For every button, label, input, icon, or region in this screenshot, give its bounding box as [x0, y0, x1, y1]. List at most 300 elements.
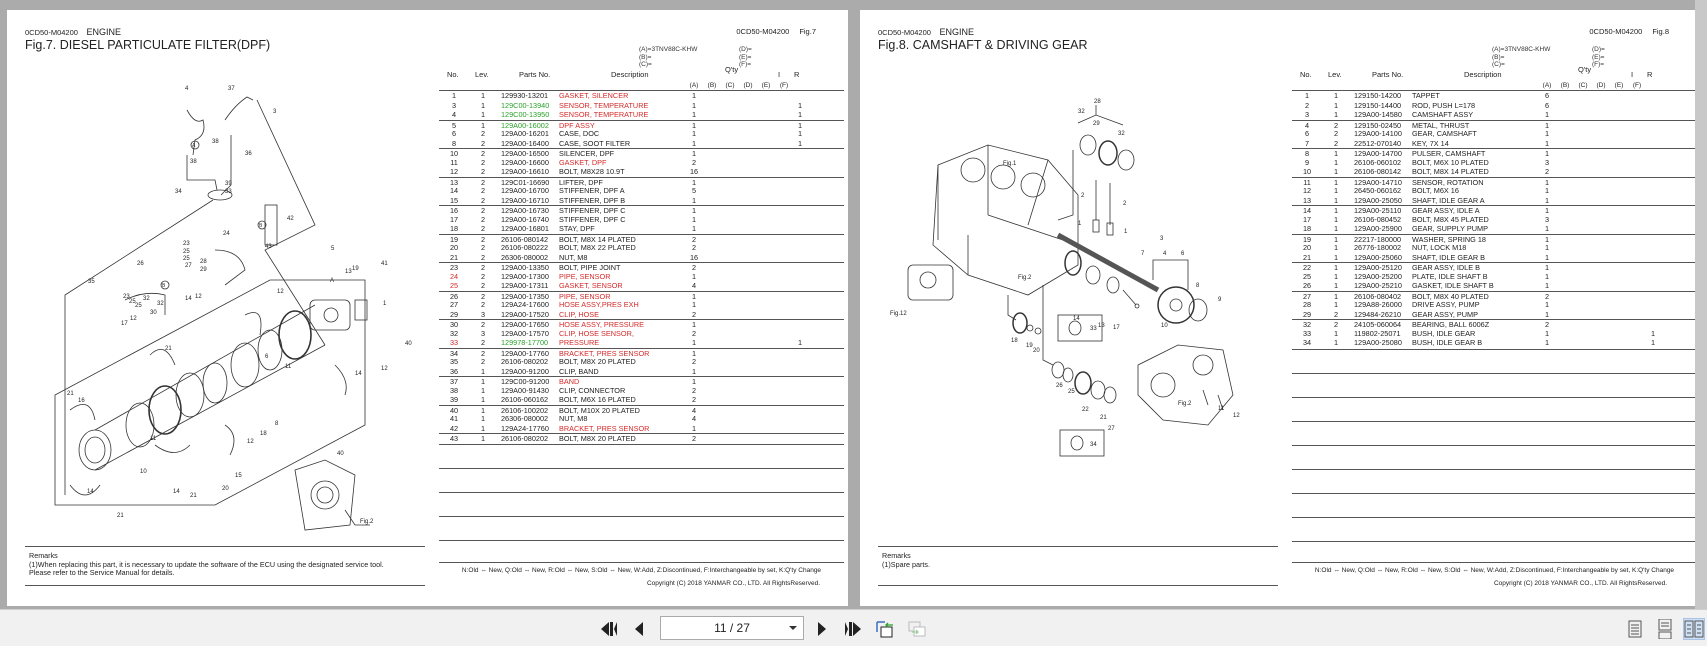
part-number: 26106-060162 [501, 395, 549, 404]
svg-text:20: 20 [222, 486, 229, 492]
legend: N:Old ⇔ New, Q:Old ⇔ New, R:Old ⇔ New, S:Old ⇔ New, W:Add, Z:Discontinued, F:Interchangeable by set, K:Q'ty Change [1292, 562, 1697, 574]
model-list-def [1592, 46, 1605, 69]
part-description: PIPE, SENSOR [559, 271, 611, 281]
part-description: SHAFT, IDLE GEAR B [1412, 252, 1485, 262]
doc-code: 0CD50-M04200 [1589, 27, 1643, 36]
part-ref-number: 2 [1304, 100, 1310, 110]
svg-text:18: 18 [1011, 338, 1018, 344]
part-number: 129A00-25210 [1354, 281, 1402, 290]
section-name: ENGINE [86, 27, 121, 37]
svg-text:25: 25 [183, 256, 190, 262]
part-description: GEAR, SUPPLY PUMP [1412, 224, 1488, 233]
svg-text:24: 24 [223, 231, 230, 237]
part-level: 2 [1333, 138, 1339, 148]
empty-table-lines [439, 444, 844, 541]
single-page-view-button[interactable] [1624, 618, 1646, 640]
part-description: BRACKET, PRES SENSOR [559, 348, 650, 358]
part-ref-number: 41 [449, 414, 459, 423]
part-description: BRACKET, PRES SENSOR [559, 423, 650, 433]
qty-a: 1 [691, 214, 697, 224]
qty-a: 1 [691, 377, 697, 386]
svg-text:4: 4 [1163, 251, 1167, 257]
qty-a: 1 [691, 206, 697, 215]
part-number: 129C01-16690 [501, 177, 550, 187]
part-number: 26106-080222 [501, 243, 549, 252]
part-level: 2 [480, 300, 486, 309]
svg-text:21: 21 [117, 513, 124, 519]
qty-a: 2 [691, 157, 697, 167]
part-number: 26106-080452 [1354, 214, 1402, 224]
part-description: CLIP, CONNECTOR [559, 385, 626, 395]
r-flag: 1 [797, 338, 803, 347]
part-number: 129A00-25900 [1354, 224, 1402, 233]
page-header [878, 27, 974, 37]
part-level: 1 [1333, 243, 1339, 252]
svg-text:40: 40 [337, 451, 344, 457]
part-description: TAPPET [1412, 91, 1440, 100]
svg-text:12: 12 [1233, 413, 1240, 419]
table-row [439, 291, 844, 301]
part-description: CASE, SOOT FILTER [559, 138, 631, 148]
svg-text:21: 21 [190, 493, 197, 499]
part-number: 129A00-13350 [501, 263, 549, 272]
qty-col-c: (C) [725, 82, 735, 89]
part-description: BOLT, M8X 40 PLATED [1412, 291, 1489, 301]
part-level: 1 [1333, 195, 1339, 205]
table-row [1292, 319, 1697, 329]
part-level: 2 [480, 138, 486, 148]
qty-a: 1 [1544, 271, 1550, 281]
dpf-exploded-diagram [25, 65, 435, 545]
part-ref-number: 17 [449, 214, 459, 224]
svg-text:34: 34 [175, 189, 182, 195]
page-fig7 [7, 10, 848, 606]
part-number: 26106-080142 [501, 234, 549, 244]
table-row [1292, 148, 1697, 158]
table-row [439, 224, 844, 234]
table-row [439, 348, 844, 358]
part-level: 1 [1333, 263, 1339, 272]
qty-a: 2 [691, 357, 697, 366]
r-flag: 1 [797, 110, 803, 119]
part-level: 1 [480, 100, 486, 110]
part-number: 129C00-13940 [501, 100, 550, 110]
svg-text:3: 3 [273, 109, 277, 115]
part-number: 26106-060102 [1354, 157, 1402, 167]
qty-col-a: (A) [1542, 82, 1552, 89]
svg-text:10: 10 [140, 469, 147, 475]
part-number: 129A00-25110 [1354, 206, 1402, 215]
svg-text:19: 19 [352, 266, 359, 272]
svg-text:12: 12 [247, 439, 254, 445]
part-level: 1 [480, 120, 486, 130]
part-number: 129A00-25050 [1354, 195, 1402, 205]
part-level: 2 [480, 149, 486, 158]
vertical-scrollbar[interactable] [1695, 0, 1707, 609]
part-ref-number: 42 [449, 423, 459, 433]
qty-col-f: (F) [779, 82, 789, 89]
part-level: 3 [480, 328, 486, 338]
part-level: 1 [1333, 206, 1339, 215]
svg-text:6: 6 [265, 354, 269, 360]
last-page-button[interactable] [842, 618, 864, 640]
qty-a: 1 [1544, 195, 1550, 205]
svg-text:43: 43 [265, 244, 272, 250]
part-number: 129978-17700 [501, 338, 549, 347]
part-level: 1 [480, 405, 486, 415]
qty-a: 1 [691, 271, 697, 281]
svg-text:34: 34 [1090, 442, 1097, 448]
part-ref-number: 27 [449, 300, 459, 309]
qty-a: 2 [1544, 291, 1550, 301]
qty-a: 1 [1544, 206, 1550, 215]
part-ref-number: 1 [451, 91, 457, 100]
svg-text:41: 41 [381, 261, 388, 267]
part-ref-number: 33 [449, 338, 459, 347]
qty-a: 1 [691, 149, 697, 158]
part-number: 129A00-16002 [501, 120, 549, 130]
part-level: 1 [1333, 224, 1339, 233]
part-level: 1 [1333, 234, 1339, 244]
svg-text:14: 14 [87, 489, 94, 495]
svg-text:38: 38 [212, 139, 219, 145]
model-c: (C)= [639, 61, 652, 68]
part-number: 129A00-17570 [501, 328, 549, 338]
part-ref-number: 26 [449, 291, 459, 301]
qty-subheader [685, 82, 793, 89]
r-flag: 1 [797, 100, 803, 110]
part-level: 2 [1333, 129, 1339, 138]
col-description: Description [1464, 70, 1502, 79]
part-number: 129A24-17760 [501, 423, 549, 433]
part-ref-number: 28 [1302, 300, 1312, 309]
part-description: CLIP, HOSE SENSOR, [559, 328, 634, 338]
part-level: 2 [480, 281, 486, 290]
model-b: (B)= [639, 53, 652, 61]
table-row [1292, 120, 1697, 130]
part-level: 2 [480, 224, 486, 233]
r-flag: 1 [797, 138, 803, 148]
part-level: 1 [1333, 186, 1339, 195]
part-description: KEY, 7X 14 [1412, 138, 1449, 148]
part-level: 2 [480, 320, 486, 329]
model-list-def [739, 46, 752, 69]
part-number: 26106-080202 [501, 434, 549, 443]
table-row [1292, 110, 1697, 120]
part-level: 2 [480, 291, 486, 301]
part-level: 1 [1333, 177, 1339, 187]
skip-first-icon [600, 621, 618, 637]
table-row [439, 338, 844, 348]
qty-a: 16 [689, 167, 699, 176]
table-row [1292, 310, 1697, 320]
qty-col-f: (F) [1632, 82, 1642, 89]
two-page-icon [1684, 620, 1704, 638]
svg-text:29: 29 [1093, 121, 1100, 127]
part-number: 129A00-14100 [1354, 129, 1402, 138]
part-level: 2 [1333, 120, 1339, 130]
table-row [439, 357, 844, 367]
part-number: 26106-080402 [1354, 291, 1402, 301]
qty-a: 2 [691, 234, 697, 244]
part-ref-number: 25 [449, 281, 459, 290]
svg-text:Fig.2: Fig.2 [1018, 275, 1032, 281]
qty-a: 2 [691, 434, 697, 443]
part-level: 1 [1333, 300, 1339, 309]
r-flag: 1 [797, 129, 803, 138]
qty-a: 1 [691, 195, 697, 205]
table-row [1292, 272, 1697, 282]
table-row [439, 367, 844, 377]
model-c: (C)= [1492, 61, 1505, 68]
table-row [1292, 196, 1697, 206]
part-number: 129A24-17600 [501, 300, 549, 309]
qty-a: 2 [691, 243, 697, 252]
qty-a: 1 [1544, 186, 1550, 195]
svg-text:A: A [330, 278, 335, 284]
svg-text:32: 32 [1118, 131, 1125, 137]
qty-col-d: (D) [743, 82, 753, 89]
table-row [439, 110, 844, 120]
svg-text:2: 2 [1123, 201, 1127, 207]
part-ref-number: 1 [1304, 91, 1310, 100]
camshaft-exploded-diagram [878, 65, 1288, 545]
part-description: SILENCER, DPF [559, 149, 615, 158]
part-level: 3 [480, 309, 486, 319]
part-number: 129A00-25080 [1354, 338, 1402, 347]
part-description: CLIP, HOSE [559, 309, 600, 319]
triangle-left-icon [633, 621, 645, 637]
svg-text:B: B [162, 283, 166, 289]
part-level: 1 [1333, 281, 1339, 290]
part-ref-number: 20 [1302, 243, 1312, 252]
part-ref-number: 13 [1302, 195, 1312, 205]
remarks-title: Remarks [29, 551, 58, 560]
doc-code: 0CD50-M04200 [25, 28, 78, 37]
part-number: 26106-080202 [501, 357, 549, 366]
part-level: 2 [480, 206, 486, 215]
part-level: 1 [1333, 149, 1339, 158]
part-level: 1 [1333, 271, 1339, 281]
table-row [439, 424, 844, 434]
part-level: 2 [480, 338, 486, 347]
svg-text:25: 25 [135, 303, 142, 309]
table-row [439, 186, 844, 196]
table-row [1292, 253, 1697, 263]
qty-a: 2 [691, 385, 697, 395]
legend: N:Old ⇔ New, Q:Old ⇔ New, R:Old ⇔ New, S:Old ⇔ New, W:Add, Z:Discontinued, F:Interchangeable by set, K:Q'ty Change [439, 562, 844, 574]
previous-view-icon [875, 620, 895, 638]
table-row [439, 405, 844, 415]
part-level: 1 [1333, 167, 1339, 176]
table-row [1292, 167, 1697, 177]
svg-text:28: 28 [200, 259, 207, 265]
part-level: 1 [480, 395, 486, 404]
fig-ref: Fig.7 [799, 27, 816, 36]
pdf-navigation-toolbar [0, 609, 1707, 646]
part-level: 1 [480, 385, 486, 395]
part-number: 129A00-17311 [501, 281, 549, 290]
part-level: 1 [480, 414, 486, 423]
table-row [439, 129, 844, 139]
qty-a: 1 [691, 129, 697, 138]
part-description: BOLT, M8X28 10.9T [559, 167, 625, 176]
part-description: BAND [559, 377, 580, 386]
part-description: GEAR ASSY, PUMP [1412, 309, 1478, 319]
table-row [439, 300, 844, 310]
part-number: 129A00-16400 [501, 138, 549, 148]
triangle-right-icon [816, 621, 828, 637]
doc-code: 0CD50-M04200 [736, 27, 790, 36]
part-level: 2 [480, 357, 486, 366]
part-number: 129A00-16500 [501, 149, 549, 158]
qty-a: 1 [1544, 328, 1550, 338]
page-header [25, 27, 121, 37]
col-i: I [1631, 70, 1634, 79]
remarks-box [25, 546, 425, 586]
model-d: (D)= [739, 46, 752, 53]
part-level: 1 [1333, 214, 1339, 224]
part-level: 2 [480, 195, 486, 205]
next-view-button[interactable] [906, 618, 928, 640]
table-row [1292, 101, 1697, 111]
qty-a: 6 [1544, 100, 1550, 110]
table-row [1292, 139, 1697, 149]
qty-a: 1 [1544, 234, 1550, 244]
part-description: BOLT, M8X 14 PLATED [1412, 167, 1489, 176]
model-e: (E)= [739, 53, 752, 61]
table-row [439, 177, 844, 187]
part-description: PULSER, CAMSHAFT [1412, 149, 1486, 158]
table-row [1292, 186, 1697, 196]
chevron-down-icon [789, 626, 797, 630]
qty-a: 1 [1544, 263, 1550, 272]
part-number: 129C00-13950 [501, 110, 550, 119]
col-no: No. [447, 70, 459, 79]
svg-text:1: 1 [1078, 221, 1082, 227]
table-row [1292, 329, 1697, 339]
table-row [439, 148, 844, 158]
part-level: 1 [1333, 291, 1339, 301]
table-row [439, 158, 844, 168]
previous-page-button[interactable] [628, 618, 650, 640]
svg-text:14: 14 [1073, 316, 1080, 322]
svg-text:8: 8 [1196, 283, 1200, 289]
part-number: 26306-080002 [501, 414, 549, 423]
part-number: 129A00-16201 [501, 129, 549, 138]
part-ref-number: 3 [1304, 110, 1310, 119]
svg-text:1: 1 [383, 301, 387, 307]
svg-text:32: 32 [157, 301, 164, 307]
part-number: 129A00-17650 [501, 320, 549, 329]
part-level: 2 [1333, 320, 1339, 329]
qty-a: 4 [691, 405, 697, 415]
table-row [439, 319, 844, 329]
part-description: CLIP, BAND [559, 366, 599, 376]
continuous-view-button[interactable] [1654, 618, 1676, 640]
page-number-value: 11 / 27 [714, 621, 750, 635]
part-ref-number: 34 [449, 348, 459, 358]
svg-text:27: 27 [185, 263, 192, 269]
table-row [439, 91, 844, 101]
two-page-view-button[interactable] [1683, 618, 1705, 640]
part-level: 2 [480, 177, 486, 187]
qty-a: 1 [691, 423, 697, 433]
part-number: 129A00-16730 [501, 206, 549, 215]
part-ref-number: 34 [1302, 338, 1312, 347]
part-ref-number: 24 [449, 271, 459, 281]
part-description: BOLT, M8X 20 PLATED [559, 434, 636, 443]
svg-text:14: 14 [355, 371, 362, 377]
part-ref-number: 8 [1304, 149, 1310, 158]
svg-text:7: 7 [1141, 251, 1145, 257]
part-description: LIFTER, DPF [559, 177, 603, 187]
part-level: 1 [480, 366, 486, 376]
skip-last-icon [844, 621, 862, 637]
part-level: 1 [1333, 100, 1339, 110]
qty-a: 3 [1544, 157, 1550, 167]
part-ref-number: 10 [1302, 167, 1312, 176]
part-ref-number: 11 [450, 157, 458, 167]
table-row [1292, 177, 1697, 187]
part-description: BOLT, M10X 20 PLATED [559, 405, 640, 415]
svg-text:13: 13 [345, 269, 352, 275]
part-ref-number: 7 [1304, 138, 1310, 148]
part-description: BOLT, M8X 22 PLATED [559, 243, 636, 252]
svg-text:21: 21 [165, 346, 172, 352]
svg-text:16: 16 [78, 398, 85, 404]
part-description: CAMSHAFT ASSY [1412, 110, 1474, 119]
part-ref-number: 12 [1302, 186, 1312, 195]
previous-view-button[interactable] [874, 618, 896, 640]
part-ref-number: 6 [451, 129, 457, 138]
model-list-abc [639, 46, 697, 69]
qty-a: 1 [691, 366, 697, 376]
col-i: I [778, 70, 781, 79]
next-view-icon [907, 620, 927, 638]
svg-text:3: 3 [1160, 236, 1164, 242]
model-d: (D)= [1592, 46, 1605, 53]
part-ref-number: 12 [449, 167, 459, 176]
part-number: 129A00-16801 [501, 224, 549, 233]
qty-col-c: (C) [1578, 82, 1588, 89]
qty-a: 1 [691, 348, 697, 358]
col-lev: Lev. [1328, 70, 1342, 79]
r-flag: 1 [1650, 328, 1656, 338]
part-ref-number: 14 [449, 186, 459, 195]
svg-text:15: 15 [235, 473, 242, 479]
part-description: NUT, M8 [559, 252, 588, 262]
svg-text:26: 26 [137, 261, 144, 267]
first-page-button[interactable] [598, 618, 620, 640]
part-number: 129150-02450 [1354, 120, 1402, 130]
part-level: 1 [1333, 252, 1339, 262]
svg-text:14: 14 [185, 296, 192, 302]
part-number: 129A00-17300 [501, 271, 549, 281]
part-description: BOLT, M6X 16 [1412, 186, 1459, 195]
page-number-select[interactable] [660, 616, 804, 640]
part-description: SENSOR, TEMPERATURE [559, 110, 649, 119]
qty-a: 1 [1544, 120, 1550, 130]
qty-col-e: (E) [761, 82, 771, 89]
table-row [1292, 224, 1697, 234]
svg-text:12: 12 [277, 289, 284, 295]
svg-text:30: 30 [150, 310, 157, 316]
next-page-button[interactable] [811, 618, 833, 640]
qty-a: 1 [1544, 110, 1550, 119]
part-ref-number: 5 [451, 120, 457, 130]
table-row [1292, 91, 1697, 101]
